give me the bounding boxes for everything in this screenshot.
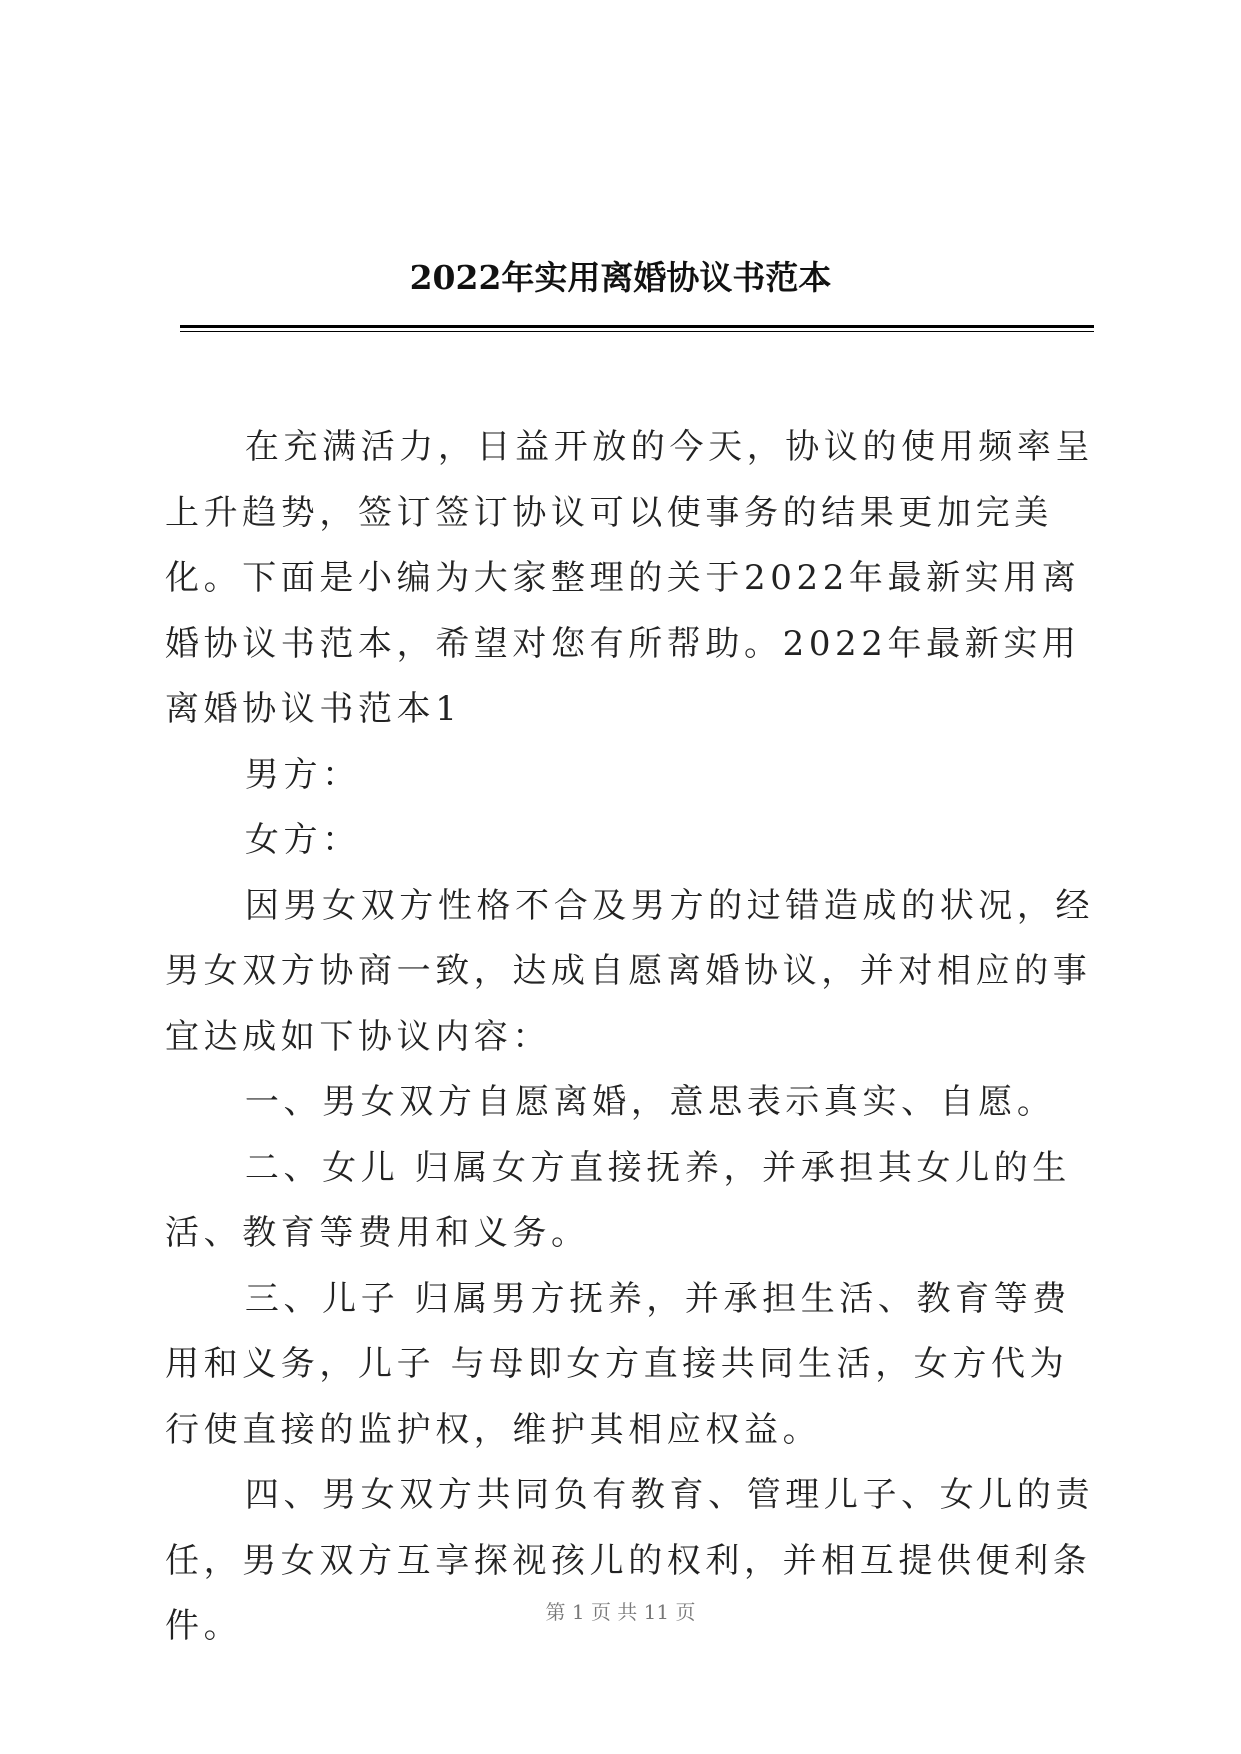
paragraph-intro: 在充满活力，日益开放的今天，协议的使用频率呈上升趋势，签订签订协议可以使事务的结果更加完美化。下面是小编为大家整理的关于2022年最新实用离婚协议书范本，希望对您有所帮助。2022年最新实用离婚协议书范本1 [165,427,1095,729]
paragraph-female-party: 女方： [244,820,361,860]
page-number-label: 第 1 页 共 11 页 [545,1600,696,1624]
paragraph-reason: 因男女双方性格不合及男方的过错造成的状况，经男女双方协商一致，达成自愿离婚协议，并对相应的事宜达成如下协议内容： [165,885,1095,1057]
title-divider-thin [180,331,1094,332]
title-divider-thick [180,325,1094,328]
paragraph-male-party: 男方： [244,754,361,795]
paragraph-clause-3: 三、儿子 归属男方抚养，并承担生活、教育等费用和义务，儿子 与母即女方直接共同生活，女方代为行使直接的监护权，维护其相应权益。 [165,1278,1071,1450]
page-footer [0,1596,1241,1625]
paragraph-clause-4: 四、男女双方共同负有教育、管理儿子、女儿的责任，男女双方互享探视孩儿的权利，并相互提供便利条件。 [165,1475,1095,1646]
paragraph-clause-2: 二、女儿 归属女方直接抚养，并承担其女儿的生活、教育等费用和义务。 [165,1147,1071,1253]
document-body [165,415,1095,1660]
paragraph-clause-1: 一、男女双方自愿离婚，意思表示真实、自愿。 [244,1082,1056,1122]
document-title: 2022年实用离婚协议书范本 [409,258,832,297]
